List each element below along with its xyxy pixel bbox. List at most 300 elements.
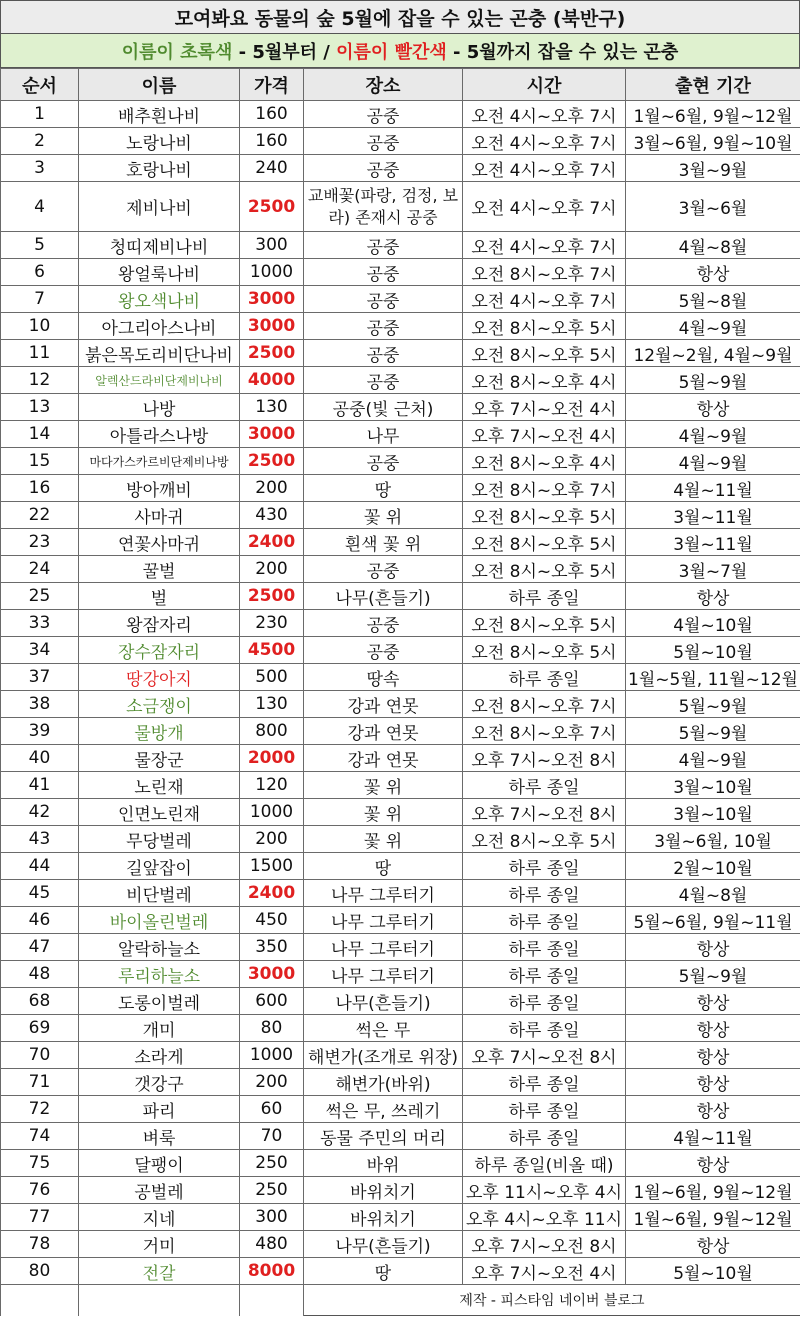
- cell-price: 240: [240, 155, 304, 182]
- cell-period: 항상: [626, 583, 800, 610]
- cell-period: 항상: [626, 259, 800, 286]
- cell-order: 41: [1, 772, 79, 799]
- cell-price: 2500: [240, 182, 304, 232]
- cell-price: 130: [240, 394, 304, 421]
- cell-time: 오전 4시~오후 7시: [463, 128, 626, 155]
- table-row: [1, 664, 800, 691]
- table-row: [1, 934, 800, 961]
- cell-place: 나무: [304, 421, 463, 448]
- cell-order: 3: [1, 155, 79, 182]
- cell-order: 45: [1, 880, 79, 907]
- table-row: [1, 232, 800, 259]
- cell-time: 하루 종일(비올 때): [463, 1150, 626, 1177]
- cell-period: 5월~9월: [626, 691, 800, 718]
- cell-time: 오후 11시~오후 4시: [463, 1177, 626, 1204]
- cell-period: 5월~10월: [626, 1258, 800, 1285]
- cell-order: 6: [1, 259, 79, 286]
- legend-green-label: 이름이 초록색: [121, 41, 233, 63]
- cell-price: 1000: [240, 259, 304, 286]
- table-row: [1, 1123, 800, 1150]
- cell-time: 오전 8시~오후 7시: [463, 259, 626, 286]
- cell-order: 23: [1, 529, 79, 556]
- page-title: 모여봐요 동물의 숲 5월에 잡을 수 있는 곤충 (북반구): [0, 0, 800, 34]
- cell-order: 16: [1, 475, 79, 502]
- table-row: [1, 745, 800, 772]
- cell-name: 배추흰나비: [79, 101, 240, 128]
- cell-period: 항상: [626, 988, 800, 1015]
- cell-place: 나무 그루터기: [304, 934, 463, 961]
- cell-time: 오전 4시~오후 7시: [463, 101, 626, 128]
- cell-order: 13: [1, 394, 79, 421]
- cell-place: 흰색 꽃 위: [304, 529, 463, 556]
- cell-order: 37: [1, 664, 79, 691]
- cell-time: 오전 8시~오후 4시: [463, 367, 626, 394]
- cell-order: 42: [1, 799, 79, 826]
- header-name: 이름: [79, 69, 240, 101]
- table-row: [1, 1231, 800, 1258]
- cell-place: 공중: [304, 610, 463, 637]
- table-row: [1, 961, 800, 988]
- cell-price: 3000: [240, 961, 304, 988]
- header-order: 순서: [1, 69, 79, 101]
- table-row: [1, 1042, 800, 1069]
- cell-price: 500: [240, 664, 304, 691]
- cell-place: 공중: [304, 448, 463, 475]
- cell-time: 하루 종일: [463, 961, 626, 988]
- cell-place: 공중: [304, 556, 463, 583]
- cell-place: 공중: [304, 286, 463, 313]
- cell-price: 450: [240, 907, 304, 934]
- cell-name: 달팽이: [79, 1150, 240, 1177]
- cell-place: 땅속: [304, 664, 463, 691]
- cell-name: 공벌레: [79, 1177, 240, 1204]
- footer-empty-cell: [240, 1285, 304, 1316]
- legend-red-suffix: - 5월까지 잡을 수 있는 곤충: [446, 41, 679, 63]
- cell-place: 바위치기: [304, 1177, 463, 1204]
- cell-period: 4월~11월: [626, 1123, 800, 1150]
- cell-order: 1: [1, 101, 79, 128]
- cell-name: 제비나비: [79, 182, 240, 232]
- cell-time: 오후 4시~오후 11시: [463, 1204, 626, 1231]
- cell-time: 오전 8시~오후 5시: [463, 502, 626, 529]
- footer-row: [1, 1285, 800, 1316]
- cell-period: 항상: [626, 1150, 800, 1177]
- cell-price: 300: [240, 1204, 304, 1231]
- cell-name: 장수잠자리: [79, 637, 240, 664]
- cell-place: 공중: [304, 313, 463, 340]
- cell-time: 하루 종일: [463, 1096, 626, 1123]
- table-row: [1, 799, 800, 826]
- table-row: [1, 1150, 800, 1177]
- cell-time: 오전 8시~오후 5시: [463, 637, 626, 664]
- cell-order: 12: [1, 367, 79, 394]
- table-header-row: [1, 69, 800, 101]
- cell-period: 3월~9월: [626, 155, 800, 182]
- cell-order: 68: [1, 988, 79, 1015]
- cell-name: 왕오색나비: [79, 286, 240, 313]
- cell-time: 하루 종일: [463, 664, 626, 691]
- cell-time: 오전 4시~오후 7시: [463, 286, 626, 313]
- cell-name: 땅강아지: [79, 664, 240, 691]
- cell-order: 38: [1, 691, 79, 718]
- cell-period: 5월~10월: [626, 637, 800, 664]
- cell-name: 물방개: [79, 718, 240, 745]
- cell-name: 나방: [79, 394, 240, 421]
- cell-time: 오후 7시~오전 8시: [463, 799, 626, 826]
- cell-place: 나무(흔들기): [304, 988, 463, 1015]
- cell-price: 250: [240, 1177, 304, 1204]
- cell-price: 160: [240, 128, 304, 155]
- cell-price: 160: [240, 101, 304, 128]
- cell-period: 3월~10월: [626, 799, 800, 826]
- cell-order: 48: [1, 961, 79, 988]
- cell-place: 나무(흔들기): [304, 583, 463, 610]
- cell-place: 바위치기: [304, 1204, 463, 1231]
- cell-period: 1월~6월, 9월~12월: [626, 1177, 800, 1204]
- cell-place: 해변가(조개로 위장): [304, 1042, 463, 1069]
- cell-period: 4월~10월: [626, 610, 800, 637]
- cell-name: 벌: [79, 583, 240, 610]
- cell-place: 강과 연못: [304, 745, 463, 772]
- table-body: [1, 101, 800, 1285]
- cell-price: 120: [240, 772, 304, 799]
- cell-price: 60: [240, 1096, 304, 1123]
- cell-place: 공중: [304, 232, 463, 259]
- cell-price: 1500: [240, 853, 304, 880]
- cell-name: 노랑나비: [79, 128, 240, 155]
- cell-name: 붉은목도리비단나비: [79, 340, 240, 367]
- cell-time: 오전 8시~오후 7시: [463, 691, 626, 718]
- credit-text: 제작 - 피스타임 네이버 블로그: [304, 1285, 800, 1316]
- cell-time: 하루 종일: [463, 1123, 626, 1150]
- cell-name: 연꽃사마귀: [79, 529, 240, 556]
- table-row: [1, 475, 800, 502]
- cell-period: 4월~11월: [626, 475, 800, 502]
- cell-order: 10: [1, 313, 79, 340]
- table-row: [1, 259, 800, 286]
- cell-period: 4월~9월: [626, 745, 800, 772]
- cell-place: 공중: [304, 128, 463, 155]
- cell-price: 3000: [240, 286, 304, 313]
- cell-place: 썩은 무, 쓰레기: [304, 1096, 463, 1123]
- table-row: [1, 853, 800, 880]
- header-price: 가격: [240, 69, 304, 101]
- cell-order: 44: [1, 853, 79, 880]
- cell-place: 동물 주민의 머리: [304, 1123, 463, 1150]
- cell-name: 호랑나비: [79, 155, 240, 182]
- cell-order: 4: [1, 182, 79, 232]
- cell-place: 꽃 위: [304, 826, 463, 853]
- table-row: [1, 1015, 800, 1042]
- table-row: [1, 182, 800, 232]
- cell-name: 전갈: [79, 1258, 240, 1285]
- cell-time: 오전 4시~오후 7시: [463, 182, 626, 232]
- cell-period: 항상: [626, 1096, 800, 1123]
- cell-order: 22: [1, 502, 79, 529]
- cell-price: 2400: [240, 529, 304, 556]
- table-row: [1, 610, 800, 637]
- table-row: [1, 1069, 800, 1096]
- table-row: [1, 101, 800, 128]
- table-row: [1, 502, 800, 529]
- cell-name: 왕얼룩나비: [79, 259, 240, 286]
- cell-period: 1월~6월, 9월~12월: [626, 101, 800, 128]
- cell-name: 갯강구: [79, 1069, 240, 1096]
- cell-place: 나무 그루터기: [304, 961, 463, 988]
- cell-price: 3000: [240, 313, 304, 340]
- table-row: [1, 367, 800, 394]
- cell-period: 5월~8월: [626, 286, 800, 313]
- cell-name: 알락하늘소: [79, 934, 240, 961]
- cell-price: 250: [240, 1150, 304, 1177]
- table-row: [1, 1204, 800, 1231]
- cell-place: 공중: [304, 259, 463, 286]
- cell-period: 5월~9월: [626, 367, 800, 394]
- cell-time: 하루 종일: [463, 1069, 626, 1096]
- cell-name: 방아깨비: [79, 475, 240, 502]
- cell-period: 2월~10월: [626, 853, 800, 880]
- cell-name: 사마귀: [79, 502, 240, 529]
- table-row: [1, 718, 800, 745]
- cell-order: 33: [1, 610, 79, 637]
- cell-time: 오후 7시~오전 8시: [463, 1042, 626, 1069]
- cell-period: 3월~10월: [626, 772, 800, 799]
- table-row: [1, 637, 800, 664]
- cell-price: 4500: [240, 637, 304, 664]
- table-row: [1, 394, 800, 421]
- cell-place: 강과 연못: [304, 718, 463, 745]
- cell-name: 루리하늘소: [79, 961, 240, 988]
- cell-period: 5월~6월, 9월~11월: [626, 907, 800, 934]
- cell-time: 하루 종일: [463, 907, 626, 934]
- cell-price: 200: [240, 556, 304, 583]
- cell-period: 4월~9월: [626, 448, 800, 475]
- cell-period: 5월~9월: [626, 718, 800, 745]
- cell-price: 2500: [240, 583, 304, 610]
- cell-period: 항상: [626, 1231, 800, 1258]
- table-row: [1, 128, 800, 155]
- cell-period: 4월~8월: [626, 880, 800, 907]
- cell-order: 77: [1, 1204, 79, 1231]
- cell-time: 하루 종일: [463, 772, 626, 799]
- cell-price: 1000: [240, 1042, 304, 1069]
- legend-red-label: 이름이 빨간색: [336, 41, 447, 63]
- cell-name: 물장군: [79, 745, 240, 772]
- legend-green-suffix: - 5월부터 /: [232, 41, 337, 63]
- cell-price: 2000: [240, 745, 304, 772]
- cell-price: 70: [240, 1123, 304, 1150]
- cell-name: 바이올린벌레: [79, 907, 240, 934]
- cell-name: 마다가스카르비단제비나방: [79, 448, 240, 475]
- cell-time: 하루 종일: [463, 934, 626, 961]
- cell-order: 78: [1, 1231, 79, 1258]
- table-row: [1, 286, 800, 313]
- cell-place: 나무 그루터기: [304, 880, 463, 907]
- cell-price: 4000: [240, 367, 304, 394]
- table-row: [1, 772, 800, 799]
- header-time: 시간: [463, 69, 626, 101]
- cell-place: 공중: [304, 367, 463, 394]
- cell-name: 길앞잡이: [79, 853, 240, 880]
- table-row: [1, 907, 800, 934]
- cell-price: 2500: [240, 340, 304, 367]
- cell-price: 600: [240, 988, 304, 1015]
- cell-order: 5: [1, 232, 79, 259]
- cell-place: 바위: [304, 1150, 463, 1177]
- table-row: [1, 988, 800, 1015]
- cell-time: 오후 7시~오전 4시: [463, 1258, 626, 1285]
- table-row: [1, 826, 800, 853]
- cell-price: 80: [240, 1015, 304, 1042]
- insect-table: [0, 68, 800, 1316]
- cell-name: 알렉산드라비단제비나비: [79, 367, 240, 394]
- cell-name: 왕잠자리: [79, 610, 240, 637]
- cell-price: 1000: [240, 799, 304, 826]
- cell-time: 오후 7시~오전 4시: [463, 421, 626, 448]
- cell-time: 오전 8시~오후 7시: [463, 475, 626, 502]
- cell-order: 75: [1, 1150, 79, 1177]
- cell-name: 파리: [79, 1096, 240, 1123]
- cell-name: 거미: [79, 1231, 240, 1258]
- cell-place: 해변가(바위): [304, 1069, 463, 1096]
- cell-time: 오전 4시~오후 7시: [463, 232, 626, 259]
- table-row: [1, 691, 800, 718]
- cell-price: 300: [240, 232, 304, 259]
- cell-period: 4월~9월: [626, 421, 800, 448]
- cell-price: 8000: [240, 1258, 304, 1285]
- cell-order: 46: [1, 907, 79, 934]
- cell-name: 아그리아스나비: [79, 313, 240, 340]
- cell-order: 43: [1, 826, 79, 853]
- cell-place: 공중: [304, 340, 463, 367]
- cell-name: 개미: [79, 1015, 240, 1042]
- cell-order: 72: [1, 1096, 79, 1123]
- cell-time: 오전 8시~오후 5시: [463, 340, 626, 367]
- cell-price: 200: [240, 826, 304, 853]
- cell-order: 69: [1, 1015, 79, 1042]
- table-row: [1, 556, 800, 583]
- cell-name: 아틀라스나방: [79, 421, 240, 448]
- cell-price: 3000: [240, 421, 304, 448]
- cell-price: 200: [240, 1069, 304, 1096]
- cell-time: 하루 종일: [463, 1015, 626, 1042]
- table-row: [1, 1258, 800, 1285]
- cell-name: 비단벌레: [79, 880, 240, 907]
- cell-price: 350: [240, 934, 304, 961]
- cell-time: 오후 7시~오전 8시: [463, 745, 626, 772]
- cell-price: 430: [240, 502, 304, 529]
- cell-name: 지네: [79, 1204, 240, 1231]
- cell-place: 공중: [304, 155, 463, 182]
- cell-time: 오전 4시~오후 7시: [463, 155, 626, 182]
- table-row: [1, 313, 800, 340]
- cell-place: 땅: [304, 853, 463, 880]
- cell-name: 소라게: [79, 1042, 240, 1069]
- cell-place: 강과 연못: [304, 691, 463, 718]
- cell-price: 200: [240, 475, 304, 502]
- table-row: [1, 421, 800, 448]
- cell-period: 1월~5월, 11월~12월: [626, 664, 800, 691]
- cell-place: 나무(흔들기): [304, 1231, 463, 1258]
- cell-place: 공중: [304, 637, 463, 664]
- cell-price: 2500: [240, 448, 304, 475]
- cell-order: 11: [1, 340, 79, 367]
- cell-time: 오후 7시~오전 4시: [463, 394, 626, 421]
- cell-time: 오전 8시~오후 5시: [463, 529, 626, 556]
- header-period: 출현 기간: [626, 69, 800, 101]
- header-place: 장소: [304, 69, 463, 101]
- cell-name: 노린재: [79, 772, 240, 799]
- cell-period: 4월~9월: [626, 313, 800, 340]
- cell-time: 오전 8시~오후 5시: [463, 556, 626, 583]
- cell-time: 하루 종일: [463, 988, 626, 1015]
- cell-order: 74: [1, 1123, 79, 1150]
- cell-order: 70: [1, 1042, 79, 1069]
- cell-period: 12월~2월, 4월~9월: [626, 340, 800, 367]
- cell-order: 47: [1, 934, 79, 961]
- cell-name: 인면노린재: [79, 799, 240, 826]
- table-row: [1, 1177, 800, 1204]
- cell-name: 청띠제비나비: [79, 232, 240, 259]
- cell-place: 꽃 위: [304, 502, 463, 529]
- table-row: [1, 529, 800, 556]
- cell-order: 71: [1, 1069, 79, 1096]
- cell-period: 항상: [626, 934, 800, 961]
- cell-price: 2400: [240, 880, 304, 907]
- cell-order: 39: [1, 718, 79, 745]
- cell-place: 나무 그루터기: [304, 907, 463, 934]
- table-row: [1, 880, 800, 907]
- cell-period: 5월~9월: [626, 961, 800, 988]
- cell-period: 3월~6월, 10월: [626, 826, 800, 853]
- table-row: [1, 1096, 800, 1123]
- cell-name: 도롱이벌레: [79, 988, 240, 1015]
- cell-period: 항상: [626, 1015, 800, 1042]
- footer-empty-cell: [1, 1285, 79, 1316]
- cell-name: 꿀벌: [79, 556, 240, 583]
- cell-order: 14: [1, 421, 79, 448]
- cell-order: 2: [1, 128, 79, 155]
- table-row: [1, 340, 800, 367]
- cell-place: 공중(빛 근처): [304, 394, 463, 421]
- cell-period: 3월~6월, 9월~10월: [626, 128, 800, 155]
- cell-time: 하루 종일: [463, 583, 626, 610]
- cell-price: 130: [240, 691, 304, 718]
- table-row: [1, 155, 800, 182]
- cell-order: 76: [1, 1177, 79, 1204]
- cell-price: 230: [240, 610, 304, 637]
- cell-period: 항상: [626, 1042, 800, 1069]
- cell-place: 교배꽃(파랑, 검정, 보라) 존재시 공중: [304, 182, 463, 232]
- cell-order: 40: [1, 745, 79, 772]
- footer-empty-cell: [79, 1285, 240, 1316]
- cell-time: 오후 7시~오전 8시: [463, 1231, 626, 1258]
- cell-place: 썩은 무: [304, 1015, 463, 1042]
- cell-name: 벼룩: [79, 1123, 240, 1150]
- cell-name: 무당벌레: [79, 826, 240, 853]
- cell-time: 오전 8시~오후 7시: [463, 718, 626, 745]
- cell-order: 80: [1, 1258, 79, 1285]
- color-legend: [0, 34, 800, 68]
- cell-order: 7: [1, 286, 79, 313]
- cell-time: 오전 8시~오후 5시: [463, 826, 626, 853]
- cell-place: 땅: [304, 1258, 463, 1285]
- cell-time: 하루 종일: [463, 880, 626, 907]
- cell-period: 3월~11월: [626, 502, 800, 529]
- cell-period: 4월~8월: [626, 232, 800, 259]
- cell-place: 꽃 위: [304, 799, 463, 826]
- cell-period: 1월~6월, 9월~12월: [626, 1204, 800, 1231]
